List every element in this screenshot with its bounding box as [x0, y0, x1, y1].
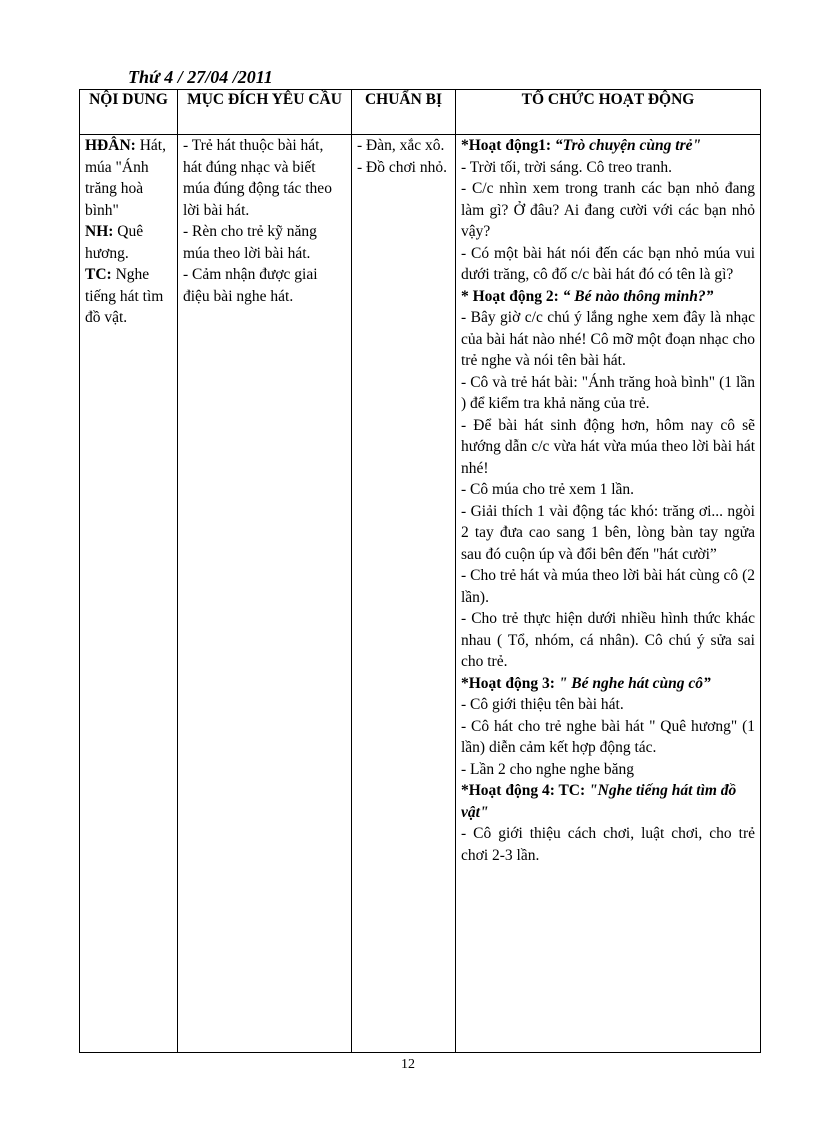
activity-1-heading: [461, 135, 755, 157]
activity-4-title: "Nghe tiếng hát tìm đồ vật": [461, 782, 737, 821]
cell-muc-dich: [178, 135, 352, 1053]
content-row: [80, 135, 761, 1053]
nh-text: Quê hương.: [85, 223, 144, 262]
activity-1-label: *Hoạt động1:: [461, 137, 555, 154]
activity-line: - Để bài hát sinh động hơn, hôm nay cô sẽ hướng dẫn c/c vừa hát vừa múa theo lời bài hát nhé!: [461, 416, 755, 477]
header-row: [80, 90, 761, 135]
cell-noi-dung: [80, 135, 178, 1053]
activity-line: - Cô giới thiệu tên bài hát.: [461, 696, 624, 713]
muc-dich-item: - Cảm nhận được giai điệu bài nghe hát.: [183, 266, 318, 305]
hdan-text: Hát, múa "Ánh trăng hoà bình": [85, 137, 166, 219]
header-muc-dich: MỤC ĐÍCH YÊU CẦU: [178, 90, 352, 135]
activity-line: - Cô giới thiệu cách chơi, luật chơi, cho trẻ chơi 2-3 lần.: [461, 825, 755, 864]
activity-line: - Cô múa cho trẻ xem 1 lần.: [461, 481, 635, 498]
activity-line: - Trời tối, trời sáng. Cô treo tranh.: [461, 158, 672, 176]
activity-2-heading: [461, 286, 755, 308]
activity-line: - Cho trẻ thực hiện dưới nhiều hình thức khác nhau ( Tổ, nhóm, cá nhân). Cô chú ý sửa sai cho trẻ.: [461, 610, 755, 670]
chuan-bi-item: - Đàn, xắc xô.: [357, 137, 445, 154]
activity-line: - Có một bài hát nói đến các bạn nhỏ múa vui dưới trăng, cô đố c/c bài hát đó có tên là gì?: [461, 244, 755, 283]
activity-1-title: “Trò chuyện cùng trẻ": [554, 137, 702, 154]
cell-chuan-bi: [352, 135, 456, 1053]
activity-line: - Cho trẻ hát và múa theo lời bài hát cùng cô (2 lần).: [461, 567, 755, 606]
chuan-bi-item: - Đồ chơi nhỏ.: [357, 158, 447, 176]
activity-4-label: *Hoạt động 4: TC:: [461, 782, 590, 799]
activity-line: - Giải thích 1 vài động tác khó: trăng ơi... ngòi 2 tay đưa cao sang 1 bên, lòng bàn tay ngửa sau đó cuộn úp và đổi bên đến "hát cười”: [461, 502, 755, 563]
tc-text: Nghe tiếng hát tìm đồ vật.: [85, 266, 164, 326]
muc-dich-item: - Trẻ hát thuộc bài hát, hát đúng nhạc và biết múa đúng động tác theo lời bài hát.: [183, 137, 332, 219]
tc-label: TC:: [85, 266, 112, 283]
header-chuan-bi: CHUẨN BỊ: [352, 90, 456, 135]
nh-label: NH:: [85, 223, 114, 240]
cell-to-chuc: [456, 135, 761, 1053]
activity-2-title: “ Bé nào thông minh?”: [562, 287, 714, 305]
activity-line: - C/c nhìn xem trong tranh các bạn nhỏ đang làm gì? Ở đâu? Ai đang cười với các bạn nhỏ vậy?: [461, 180, 755, 240]
activity-line: - Bây giờ c/c chú ý lắng nghe xem đây là nhạc của bài hát nào nhé! Cô mỡ một đoạn nhạc cho trẻ nghe và nói tên bài hát.: [461, 309, 755, 369]
activity-line: - Cô hát cho trẻ nghe bài hát " Quê hương" (1 lần) diễn cảm kết hợp động tác.: [461, 717, 755, 756]
activity-3-heading: [461, 673, 755, 695]
activity-line: - Cô và trẻ hát bài: "Ánh trăng hoà bình" (1 lần ) để kiểm tra khả năng của trẻ.: [461, 373, 755, 412]
header-to-chuc: TỔ CHỨC HOẠT ĐỘNG: [456, 90, 761, 135]
activity-4-heading: [461, 780, 755, 823]
activity-3-title: " Bé nghe hát cùng cô”: [558, 674, 711, 692]
page-date: Thứ 4 / 27/04 /2011: [128, 67, 273, 87]
lesson-plan-table: [79, 89, 761, 1053]
activity-3-label: *Hoạt động 3:: [461, 674, 559, 692]
page-number: 12: [401, 1057, 415, 1072]
activity-line: - Lần 2 cho nghe nghe băng: [461, 760, 635, 778]
activity-2-label: * Hoạt động 2:: [461, 287, 563, 305]
muc-dich-item: - Rèn cho trẻ kỹ năng múa theo lời bài hát.: [183, 223, 317, 262]
header-noi-dung: NỘI DUNG: [80, 90, 178, 135]
hdan-label: HĐÂN:: [85, 137, 136, 154]
